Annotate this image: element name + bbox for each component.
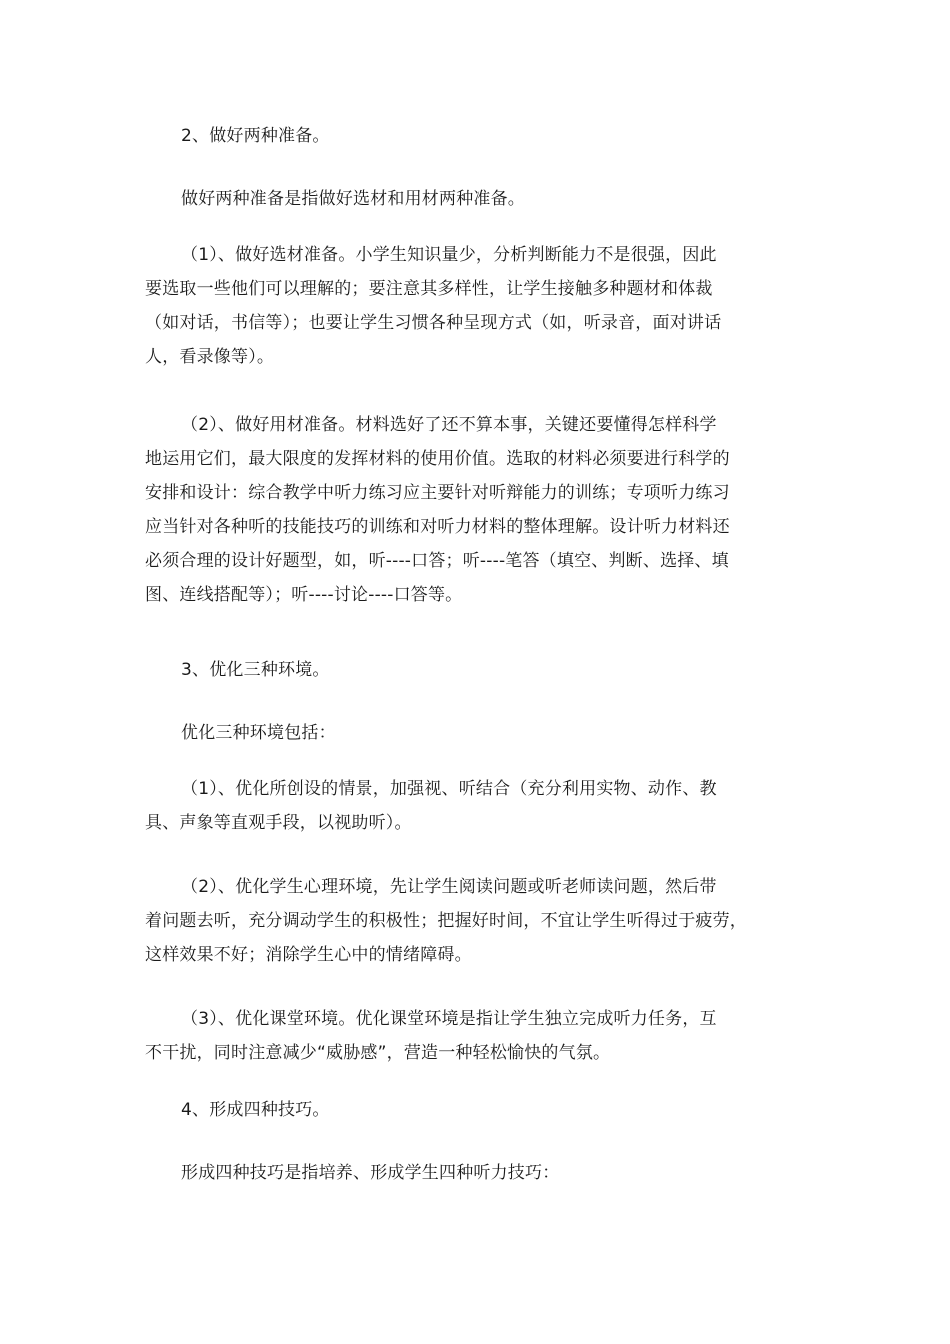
paragraph [145,182,810,216]
paragraph [145,1002,810,1070]
text-line: 地运用它们，最大限度的发挥材料的使用价值。选取的材料必须要进行科学的 [145,449,730,469]
paragraph [145,1156,810,1190]
paragraph [145,716,810,750]
paragraph [145,870,810,972]
text-line: 要选取一些他们可以理解的；要注意其多样性，让学生接触多种题材和体裁 [145,279,713,299]
text-line: （1）、做好选材准备。小学生知识量少，分析判断能力不是很强，因此 [181,245,717,265]
text-line: 2、做好两种准备。 [181,126,330,146]
text-line: 优化三种环境包括： [181,723,336,743]
text-line: 安排和设计：综合教学中听力练习应主要针对听辩能力的训练；专项听力练习 [145,483,730,503]
text-line: 形成四种技巧是指培养、形成学生四种听力技巧： [181,1163,560,1183]
section-heading [145,119,810,153]
text-line: 不干扰，同时注意减少“威胁感”，营造一种轻松愉快的气氛。 [145,1043,611,1063]
text-line: 着问题去听，充分调动学生的积极性；把握好时间，不宜让学生听得过于疲劳， [145,911,747,931]
text-line: （3）、优化课堂环境。优化课堂环境是指让学生独立完成听力任务，互 [181,1009,717,1029]
text-line: （1）、优化所创设的情景，加强视、听结合（充分利用实物、动作、教 [181,779,717,799]
text-line: 具、声象等直观手段，以视助听）。 [145,813,412,833]
text-line: 这样效果不好；消除学生心中的情绪障碍。 [145,945,472,965]
text-line: 3、优化三种环境。 [181,660,330,680]
section-heading [145,653,810,687]
section-heading [145,1093,810,1127]
text-line: （2）、优化学生心理环境，先让学生阅读问题或听老师读问题，然后带 [181,877,717,897]
text-line: （如对话，书信等）；也要让学生习惯各种呈现方式（如，听录音，面对讲话 [145,313,722,333]
text-line: 应当针对各种听的技能技巧的训练和对听力材料的整体理解。设计听力材料还 [145,517,730,537]
text-line: 人，看录像等）。 [145,347,275,367]
text-line: 图、连线搭配等）；听----讨论----口答等。 [145,585,463,605]
text-line: 做好两种准备是指做好选材和用材两种准备。 [181,189,525,209]
text-line: （2）、做好用材准备。材料选好了还不算本事，关键还要懂得怎样科学 [181,415,717,435]
paragraph [145,238,810,374]
paragraph [145,408,810,612]
text-line: 4、形成四种技巧。 [181,1100,330,1120]
paragraph [145,772,810,840]
text-line: 必须合理的设计好题型，如，听----口答；听----笔答（填空、判断、选择、填 [145,551,729,571]
